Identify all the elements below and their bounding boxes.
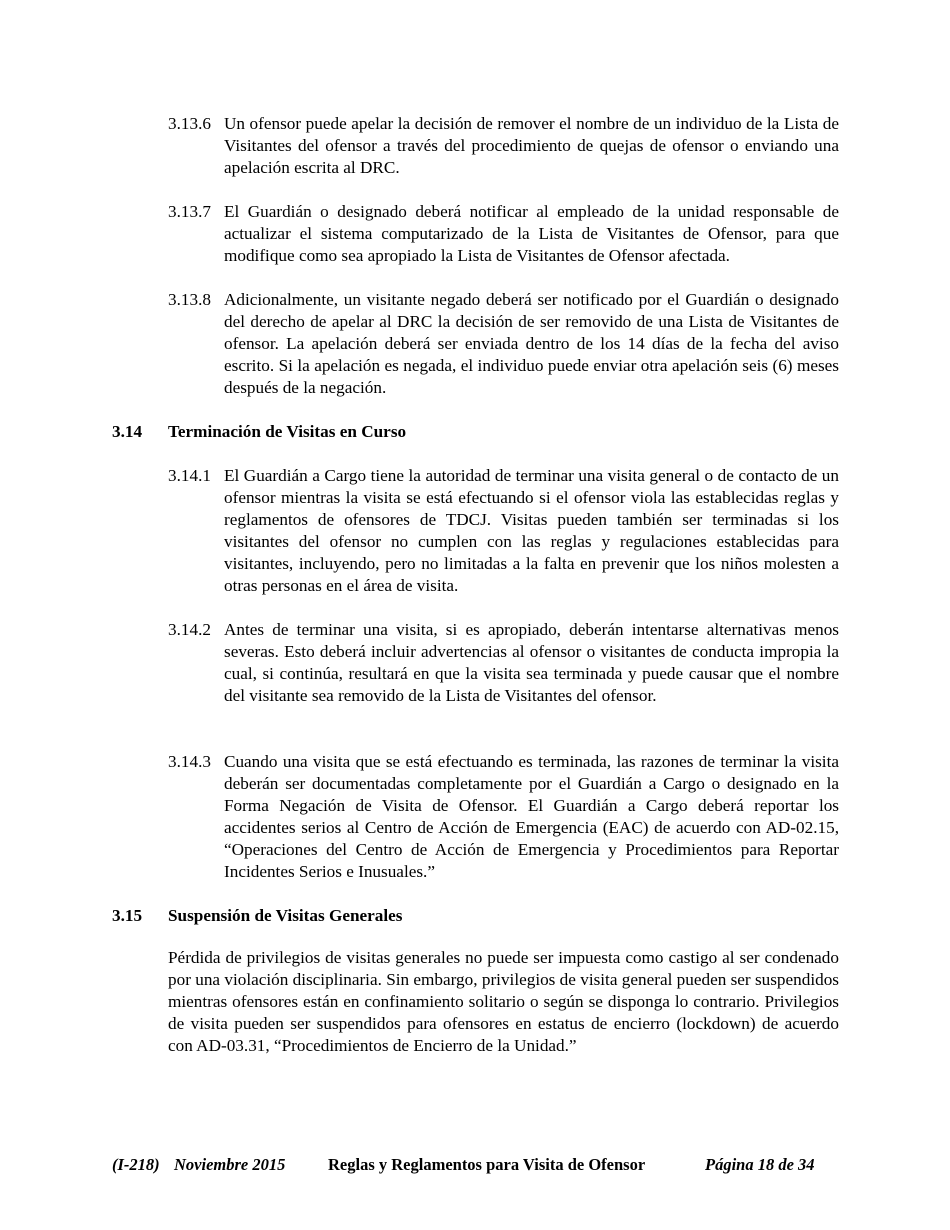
item-number: 3.13.7 (168, 202, 211, 221)
item-number: 3.13.6 (168, 114, 211, 133)
section-number: 3.14 (112, 422, 143, 441)
item-text: Cuando una visita que se está efectuando es terminada, las razones de terminar la visita deberán ser documentadas completamente por el Guardián a Cargo o designado en la Forma Negación de Visita de Ofensor. El Guardián a Cargo deberá reportar los accidentes serios al Centro de Acción de Emergencia (EAC) de acuerdo con AD-02.15, “Operaciones del Centro de Acción de Emergencia y Procedimientos para Reportar Incidentes Serios e Inusuales.” (224, 752, 839, 881)
list-item (168, 113, 839, 179)
item-number: 3.14.1 (168, 466, 211, 485)
item-text: El Guardián o designado deberá notificar al empleado de la unidad responsable de actualizar el sistema computarizado de la Lista de Visitantes de Ofensor, para que modifique como sea apropiado la Lista de Visitantes de Ofensor afectada. (224, 202, 839, 265)
item-number: 3.14.3 (168, 752, 211, 771)
footer-doc-id: (I-218) (112, 1155, 160, 1174)
item-text: Antes de terminar una visita, si es apropiado, deberán intentarse alternativas menos severas. Esto deberá incluir advertencias al ofensor o visitantes de conducta impropia la cual, si continúa, resultará en que la visita sea terminada y puede causar que el nombre del visitante sea removido de la Lista de Visitantes del ofensor. (224, 620, 839, 705)
footer-page-number: Página 18 de 34 (705, 1155, 815, 1174)
item-text: Un ofensor puede apelar la decisión de remover el nombre de un individuo de la Lista de Visitantes del ofensor a través del procedimiento de quejas de ofensor o enviando una apelación escrita al DRC. (224, 114, 839, 177)
section-heading (112, 421, 406, 443)
section-paragraph: Pérdida de privilegios de visitas generales no puede ser impuesta como castigo al ser condenado por una violación disciplinaria. Sin embargo, privilegios de visita general pueden ser suspendidos mientras ofensores están en confinamiento solitario o según se disponga lo contrario. Privilegios de visita pueden ser suspendidos para ofensores en estatus de encierro (lockdown) de acuerdo con AD-03.31, “Procedimientos de Encierro de la Unidad.” (168, 948, 839, 1055)
footer-date: Noviembre 2015 (174, 1155, 286, 1174)
list-item (168, 465, 839, 597)
list-item (168, 619, 839, 707)
section-number: 3.15 (112, 906, 143, 925)
item-number: 3.14.2 (168, 620, 211, 639)
list-item (168, 751, 839, 883)
list-item (168, 289, 839, 399)
section-title: Suspensión de Visitas Generales (168, 906, 403, 925)
list-item (168, 201, 839, 267)
section-heading (112, 905, 402, 927)
section-title: Terminación de Visitas en Curso (168, 422, 407, 441)
item-text: Adicionalmente, un visitante negado deberá ser notificado por el Guardián o designado del derecho de apelar al DRC la decisión de ser removido de una Lista de Visitantes de ofensor. La apelación deberá ser enviada dentro de los 14 días de la fecha del aviso escrito. Si la apelación es negada, el individuo puede enviar otra apelación seis (6) meses después de la negación. (224, 290, 839, 397)
item-number: 3.13.8 (168, 290, 211, 309)
footer-title: Reglas y Reglamentos para Visita de Ofensor (328, 1155, 646, 1174)
item-text: El Guardián a Cargo tiene la autoridad de terminar una visita general o de contacto de un ofensor mientras la visita se está efectuando si el ofensor viola las establecidas reglas y reglamentos de ofensores de TDCJ. Visitas pueden también ser terminadas si los visitantes del ofensor no cumplen con las reglas y regulaciones establecidas para visitantes, incluyendo, pero no limitadas a la falta en prevenir que los niños molesten a otras personas en el área de visita. (224, 466, 839, 595)
